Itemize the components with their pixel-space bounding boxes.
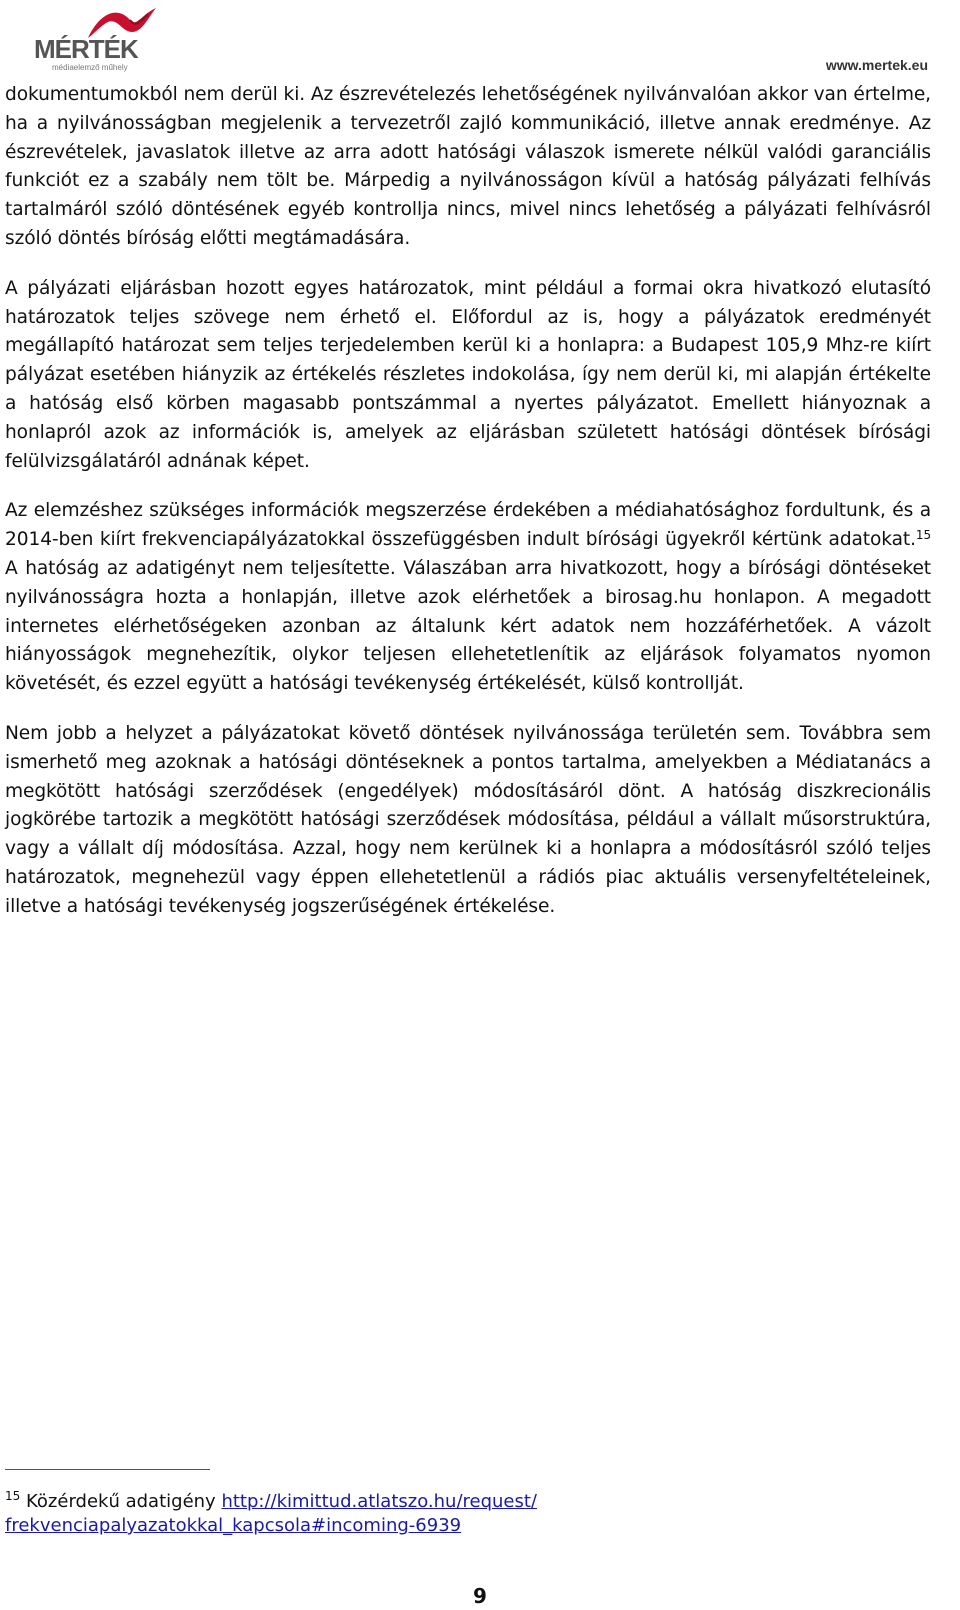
footnote-label: Közérdekű adatigény <box>26 1491 222 1512</box>
logo-name: MÉRTÉK <box>34 34 138 64</box>
footnote-number: 15 <box>5 1489 21 1503</box>
footnote-reference[interactable]: 15 <box>915 528 931 543</box>
paragraph-1: dokumentumokból nem derül ki. Az észrevételezés lehetőségének nyilvánvalóan akkor van értelme, ha a nyilvánosságban megjelenik a tervezetről zajló kommunikáció, illetve annak eredménye. Az észrevételek, javaslatok illetve az arra adott hatósági válaszok ismerete nélkül valódi garanciális funkciót ez a szabály nem tölt be. Márpedig a nyilvánosságon kívül a hatóság pályázati felhívás tartalmáról szóló döntésének egyéb kontrollja nincs, mivel nincs lehetőség a pályázati felhívásról szóló döntés bíróság előtti megtámadására. <box>5 84 931 249</box>
mertek-logo <box>30 2 180 74</box>
footnote-divider <box>5 1469 210 1470</box>
paragraph-2: A pályázati eljárásban hozott egyes határozatok, mint például a formai okra hivatkozó elutasító határozatok teljes szövege nem érhető el. Előfordul az is, hogy a pályázatok eredményét megállapító határozat sem teljes terjedelemben kerül ki a honlapra: a Budapest 105,9 Mhz-re kiírt pályázat esetében hiányzik az értékelés részletes indokolása, így nem derül ki, mi alapján értékelte a hatóság első körben magasabb pontszámmal a nyertes pályázatot. Emellett hiányoznak a honlapról azok az információk is, amelyek az eljárásban született hatósági döntések bírósági felülvizsgálatáról adnának képet. <box>5 277 931 472</box>
footnote <box>5 1490 905 1538</box>
logo-tagline: médiaelemző műhely <box>52 63 128 72</box>
mertek-logo-graphic <box>30 2 180 74</box>
footnote-link[interactable]: http://kimittud.atlatszo.hu/request/ frekvenciapalyazatokkal_kapcsola#incoming-6939 <box>5 1491 537 1536</box>
paragraph-4: Nem jobb a helyzet a pályázatokat követő döntések nyilvánossága területén sem. Továbbra sem ismerhető meg azoknak a hatósági döntéseknek a pontos tartalma, amelyekben a Médiatanács a megkötött hatósági szerződések (engedélyek) módosításáról dönt. A hatóság diszkrecionális jogkörébe tartozik a megkötött hatósági szerződések módosítása, például a vállalt műsorstruktúra, vagy a vállalt díj módosítása. Azzal, hogy nem kerülnek ki a honlapra a módosításról szóló teljes határozatok, megnehezül vagy éppen ellehetetlenül a rádiós piac aktuális versenyfeltételeinek, illetve a hatósági tevékenység jogszerűségének értékelése. <box>5 722 931 917</box>
page-number: 9 <box>473 1584 487 1608</box>
site-url: www.mertek.eu <box>825 57 928 73</box>
document-body <box>5 81 931 943</box>
page-header <box>0 0 960 78</box>
paragraph-3: Az elemzéshez szükséges információk megszerzése érdekében a médiahatósághoz fordultunk, és a 2014-ben kiírt frekvenciapályázatokkal összefüggésben indult bírósági ügyekről kértünk adatokat.$^{15}$ A hatóság az adatigényt nem teljesítette. Válaszában arra hivatkozott, hogy a bírósági döntéseket nyilvánosságra hozta a honlapján, illetve azok elérhetőek a birosag.hu honlapon. A megadott internetes elérhetőségeken azonban az általunk kért adatok nem hozzáférhetőek. A vázolt hiányosságok megnehezítik, olykor teljesen ellehetetlenítik az eljárások folyamatos nyomon követését, és ezzel együtt a hatósági tevékenység értékelését, külső kontrollját. <box>5 500 931 695</box>
